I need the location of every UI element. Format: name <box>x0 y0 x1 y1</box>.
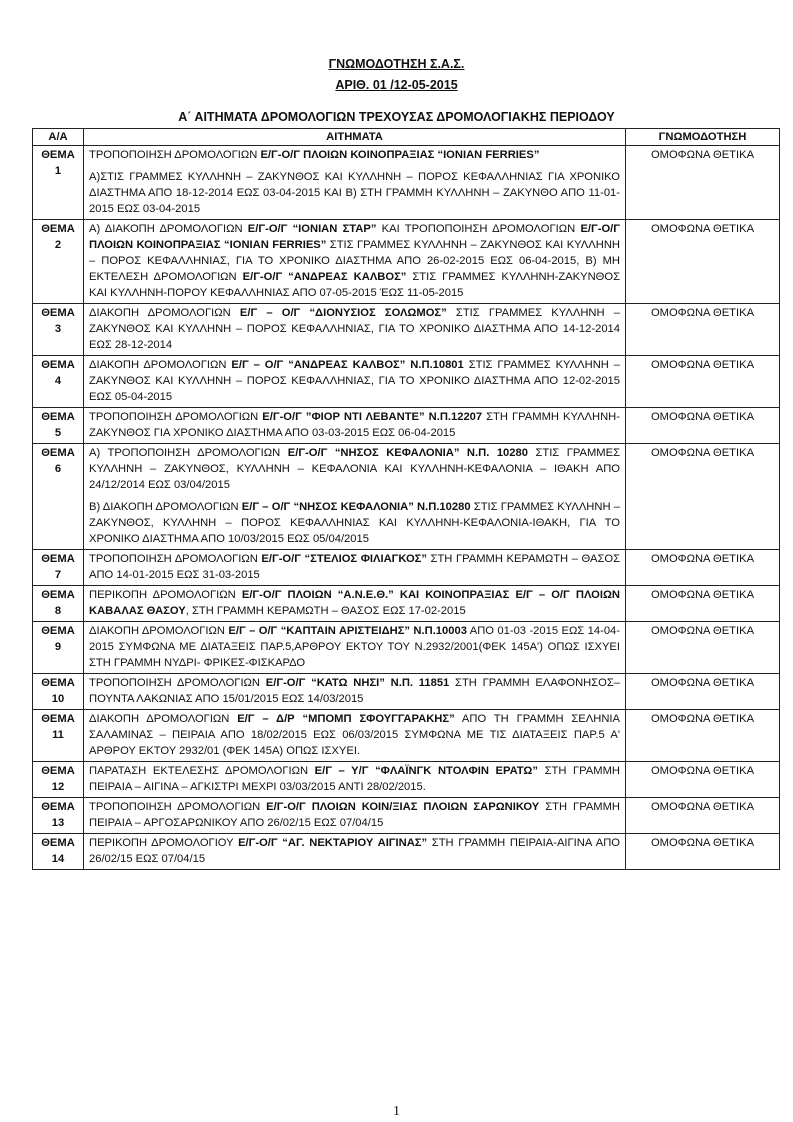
vessel-name: Ε/Γ-Ο/Γ ΠΛΟΙΩΝ ΚΟΙΝ/ΞΙΑΣ ΠΛΟΙΩΝ ΣΑΡΩΝΙΚΟΥ <box>266 801 540 813</box>
request-description <box>84 586 626 622</box>
opinion-cell: ΟΜΟΦΩΝΑ ΘΕΤΙΚΑ <box>626 762 780 798</box>
opinion-cell: ΟΜΟΦΩΝΑ ΘΕΤΙΚΑ <box>626 674 780 710</box>
request-text: ΠΕΡΙΚΟΠΗ ΔΡΟΜΟΛΟΓΙΩΝ <box>89 589 242 601</box>
table-row <box>33 798 780 834</box>
vessel-name: Ε/Γ – Ο/Γ “ΑΝΔΡΕΑΣ ΚΑΛΒΟΣ” Ν.Π.10801 <box>231 359 464 371</box>
request-text: ΣΤΙΣ ΓΡΑΜΜΕΣ ΚΥΛΛΗΝΗ – ΖΑΚΥΝΘΟΣ ΚΑΙ ΚΥΛΛΗΝΗ – ΠΟΡΟΣ ΚΕΦΑΛΛΗΝΙΑΣ, ΓΙΑ ΤΟ ΧΡΟΝΙΚΟ ΔΙΑΣΤΗΜΑ ΑΠΟ 12-02-2015 ΕΩΣ 05-04-2015 <box>89 359 621 403</box>
vessel-name: Ε/Γ – Ο/Γ “ΚΑΠΤΑΙΝ ΑΡΙΣΤΕΙΔΗΣ” Ν.Π.10003 <box>228 625 467 637</box>
request-paragraph <box>89 357 620 405</box>
request-text: ΣΤΙΣ ΓΡΑΜΜΕΣ ΚΥΛΛΗΝΗ – ΖΑΚΥΝΘΟΣ ΚΑΙ ΚΥΛΛΗΝΗ – ΠΟΡΟΣ ΚΕΦΑΛΛΗΝΙΑΣ, ΓΙΑ ΤΟ ΧΡΟΝΙΚΟ ΔΙΑΣΤΗΜΑ ΑΠΟ 14-12-2014 ΕΩΣ 28-12-2014 <box>89 307 620 351</box>
request-text: ΣΤΙΣ ΓΡΑΜΜΕΣ ΚΥΛΛΗΝΗ – ΖΑΚΥΝΘΟΣ ΚΑΙ ΚΥΛΛΗΝΗ – ΠΟΡΟΣ ΚΕΦΑΛΛΗΝΙΑΣ, ΓΙΑ ΤΟ ΧΡΟΝΙΚΟ ΔΙΑΣΤΗΜΑ ΑΠΟ 26-02-2015 ΕΩΣ 06-04-2015, Β) ΜΗ ΕΚΤΕΛΕΣΗ ΔΡΟΜΟΛΟΓΙΩΝ <box>89 239 620 283</box>
request-text: Α) ΔΙΑΚΟΠΗ ΔΡΟΜΟΛΟΓΙΩΝ <box>89 223 248 235</box>
request-text: ΠΕΡΙΚΟΠΗ ΔΡΟΜΟΛΟΓΙΟΥ <box>89 837 239 849</box>
table-row <box>33 834 780 870</box>
request-paragraph <box>89 763 620 795</box>
topic-number: ΘΕΜΑ 7 <box>33 550 84 586</box>
column-header-requests: ΑΙΤΗΜΑΤΑ <box>84 129 626 146</box>
request-text: ΤΡΟΠΟΠΟΙΗΣΗ ΔΡΟΜΟΛΟΓΙΩΝ <box>89 553 262 565</box>
topic-number: ΘΕΜΑ 11 <box>33 710 84 762</box>
request-text: ΣΤΙΣ ΓΡΑΜΜΕΣ ΚΥΛΛΗΝΗ-ΖΑΚΥΝΘΟΣ ΚΑΙ ΚΥΛΛΗΝΗ-ΠΟΡΟΥ ΚΕΦΑΛΛΗΝΙΑΣ ΑΠΟ 07-05-2015 ΈΩΣ 11-05-2015 <box>89 271 620 299</box>
table-row <box>33 356 780 408</box>
topic-number: ΘΕΜΑ 3 <box>33 304 84 356</box>
opinion-cell: ΟΜΟΦΩΝΑ ΘΕΤΙΚΑ <box>626 220 780 304</box>
request-text: ΣΤΗ ΓΡΑΜΜΗ ΠΕΙΡΑΙΑ-ΑΙΓΙΝΑ ΑΠΟ 26/02/15 ΕΩΣ 07/04/15 <box>89 837 620 865</box>
request-description <box>84 834 626 870</box>
column-header-aa: Α/Α <box>33 129 84 146</box>
document-number: ΑΡΙΘ. 01 /12-05-2015 <box>335 78 458 92</box>
table-row <box>33 408 780 444</box>
table-body <box>33 146 780 870</box>
opinion-cell: ΟΜΟΦΩΝΑ ΘΕΤΙΚΑ <box>626 304 780 356</box>
opinion-cell: ΟΜΟΦΩΝΑ ΘΕΤΙΚΑ <box>626 586 780 622</box>
page-number: 1 <box>393 1104 400 1119</box>
vessel-name: Ε/Γ-Ο/Γ ”ΦΙΟΡ ΝΤΙ ΛΕΒΑΝΤΕ” Ν.Π.12207 <box>262 411 483 423</box>
vessel-name: Ε/Γ-Ο/Γ “ΝΗΣΟΣ ΚΕΦΑΛΟΝΙΑ” Ν.Π. 10280 <box>287 447 528 459</box>
table-row <box>33 444 780 550</box>
request-description <box>84 674 626 710</box>
request-text: ΣΤΗ ΓΡΑΜΜΗ ΚΕΡΑΜΩΤΗ – ΘΑΣΟΣ ΑΠΟ 14-01-2015 ΕΩΣ 31-03-2015 <box>89 553 621 581</box>
table-row <box>33 710 780 762</box>
request-text: ΤΡΟΠΟΠΟΙΗΣΗ ΔΡΟΜΟΛΟΓΙΩΝ <box>89 801 267 813</box>
topic-number: ΘΕΜΑ 14 <box>33 834 84 870</box>
vessel-name: Ε/Γ-Ο/Γ “ΑΝΔΡΕΑΣ ΚΑΛΒΟΣ” <box>242 271 407 283</box>
request-text: ΣΤΗ ΓΡΑΜΜΗ ΠΕΙΡΑΙΑ – ΑΡΓΟΣΑΡΩΝΙΚΟΥ ΑΠΟ 26/02/15 ΕΩΣ 07/04/15 <box>89 801 621 829</box>
topic-number: ΘΕΜΑ 8 <box>33 586 84 622</box>
request-text: ΑΠΟ ΤΗ ΓΡΑΜΜΗ ΣΕΛΗΝΙΑ ΣΑΛΑΜΙΝΑΣ – ΠΕΙΡΑΙΑ ΑΠΟ 18/02/2015 ΕΩΣ 06/03/2015 ΣΥΜΦΩΝΑ ΜΕ ΤΙΣ ΔΙΑΤΑΞΕΙΣ ΠΑΡ.5 Α' ΑΡΘΡΟΥ ΕΚΤΟΥ 2932/01 (ΦΕΚ 145Α) ΟΠΩΣ ΙΣΧΥΕΙ. <box>89 713 620 757</box>
vessel-name: Ε/Γ – Ο/Γ “ΔΙΟΝΥΣΙΟΣ ΣΟΛΩΜΟΣ” <box>239 307 447 319</box>
table-row <box>33 304 780 356</box>
table-row <box>33 674 780 710</box>
request-text: ΤΡΟΠΟΠΟΙΗΣΗ ΔΡΟΜΟΛΟΓΙΩΝ <box>89 411 263 423</box>
opinion-cell: ΟΜΟΦΩΝΑ ΘΕΤΙΚΑ <box>626 146 780 220</box>
vessel-name: Ε/Γ-Ο/Γ “ΚΑΤΩ ΝΗΣΙ” Ν.Π. 11851 <box>265 677 450 689</box>
request-description <box>84 710 626 762</box>
topic-number: ΘΕΜΑ 2 <box>33 220 84 304</box>
requests-table <box>32 128 780 870</box>
opinion-cell: ΟΜΟΦΩΝΑ ΘΕΤΙΚΑ <box>626 356 780 408</box>
vessel-name: Ε/Γ – Δ/Ρ “ΜΠΟΜΠ ΣΦΟΥΓΓΑΡΑΚΗΣ” <box>237 713 455 725</box>
request-description <box>84 444 626 550</box>
table-header-row <box>33 129 780 146</box>
section-title: Α΄ ΑΙΤΗΜΑΤΑ ΔΡΟΜΟΛΟΓΙΩΝ ΤΡΕΧΟΥΣΑΣ ΔΡΟΜΟΛΟΓΙΑΚΗΣ ΠΕΡΙΟΔΟΥ <box>178 110 615 124</box>
opinion-cell: ΟΜΟΦΩΝΑ ΘΕΤΙΚΑ <box>626 550 780 586</box>
opinion-cell: ΟΜΟΦΩΝΑ ΘΕΤΙΚΑ <box>626 710 780 762</box>
request-description <box>84 762 626 798</box>
topic-number: ΘΕΜΑ 9 <box>33 622 84 674</box>
request-text: , ΣΤΗ ΓΡΑΜΜΗ ΚΕΡΑΜΩΤΗ – ΘΑΣΟΣ ΕΩΣ 17-02-2015 <box>185 605 466 617</box>
table-row <box>33 762 780 798</box>
request-description <box>84 408 626 444</box>
request-paragraph <box>89 623 620 671</box>
column-header-opinion: ΓΝΩΜΟΔΟΤΗΣΗ <box>626 129 780 146</box>
topic-number: ΘΕΜΑ 13 <box>33 798 84 834</box>
vessel-name: Ε/Γ-Ο/Γ “ΑΓ. ΝΕΚΤΑΡΙΟΥ ΑΙΓΙΝΑΣ” <box>238 837 428 849</box>
opinion-cell: ΟΜΟΦΩΝΑ ΘΕΤΙΚΑ <box>626 834 780 870</box>
request-paragraph <box>89 711 620 759</box>
request-text: ΔΙΑΚΟΠΗ ΔΡΟΜΟΛΟΓΙΩΝ <box>89 359 232 371</box>
vessel-name: Ε/Γ – Ο/Γ “ΝΗΣΟΣ ΚΕΦΑΛΟΝΙΑ” Ν.Π.10280 <box>241 501 471 513</box>
vessel-name: Ε/Γ – Υ/Γ “ΦΛΑΪΝΓΚ ΝΤΟΛΦΙΝ ΕΡΑΤΩ” <box>314 765 538 777</box>
topic-number: ΘΕΜΑ 1 <box>33 146 84 220</box>
request-text: Β) ΔΙΑΚΟΠΗ ΔΡΟΜΟΛΟΓΙΩΝ <box>89 501 242 513</box>
request-text: ΣΤΗ ΓΡΑΜΜΗ ΚΥΛΛΗΝΗ-ΖΑΚΥΝΘΟΣ ΓΙΑ ΧΡΟΝΙΚΟ ΔΙΑΣΤΗΜΑ ΑΠΟ 03-03-2015 ΕΩΣ 06-04-2015 <box>89 411 620 439</box>
table-row <box>33 146 780 220</box>
opinion-cell: ΟΜΟΦΩΝΑ ΘΕΤΙΚΑ <box>626 798 780 834</box>
request-text: ΔΙΑΚΟΠΗ ΔΡΟΜΟΛΟΓΙΩΝ <box>89 625 229 637</box>
request-paragraph <box>89 587 620 619</box>
request-paragraph <box>89 445 620 493</box>
vessel-name: Ε/Γ-Ο/Γ ΠΛΟΙΩΝ ΚΟΙΝΟΠΡΑΞΙΑΣ “IONIAN FERRIES” <box>89 223 621 251</box>
table-row <box>33 622 780 674</box>
topic-number: ΘΕΜΑ 12 <box>33 762 84 798</box>
request-text: ΤΡΟΠΟΠΟΙΗΣΗ ΔΡΟΜΟΛΟΓΙΩΝ <box>89 149 261 161</box>
request-paragraph <box>89 221 620 301</box>
request-paragraph <box>89 409 620 441</box>
table-row <box>33 220 780 304</box>
request-text: Α) ΤΡΟΠΟΠΟΙΗΣΗ ΔΡΟΜΟΛΟΓΙΩΝ <box>89 447 288 459</box>
vessel-name: Ε/Γ-Ο/Γ “ΙΟΝΙΑΝ ΣΤΑΡ” <box>247 223 377 235</box>
request-paragraph <box>89 799 620 831</box>
request-description <box>84 304 626 356</box>
request-text: ΣΤΙΣ ΓΡΑΜΜΕΣ ΚΥΛΛΗΝΗ – ΖΑΚΥΝΘΟΣ, ΚΥΛΛΗΝΗ – ΠΟΡΟΣ ΚΕΦΑΛΛΗΝΙΑΣ ΚΑΙ ΚΥΛΛΗΝΗ-ΚΕΦΑΛΟΝΙΑ-ΙΘΑΚΗ, ΓΙΑ ΤΟ ΧΡΟΝΙΚΟ ΔΙΑΣΤΗΜΑ ΑΠΟ 10/03/2015 ΕΩΣ 05/04/2015 <box>89 501 620 545</box>
vessel-name: Ε/Γ-Ο/Γ ΠΛΟΙΩΝ “Α.Ν.Ε.Θ.” ΚΑΙ ΚΟΙΝΟΠΡΑΞΙΑΣ Ε/Γ – Ο/Γ ΠΛΟΙΩΝ ΚΑΒΑΛΑΣ ΘΑΣΟΥ <box>89 589 621 617</box>
opinion-cell: ΟΜΟΦΩΝΑ ΘΕΤΙΚΑ <box>626 444 780 550</box>
request-text: ΣΤΗ ΓΡΑΜΜΗ ΠΕΙΡΑΙΑ – ΑΙΓΙΝΑ – ΑΓΚΙΣΤΡΙ ΜΕΧΡΙ 03/03/2015 ΑΝΤΙ 28/02/2015. <box>89 765 620 793</box>
request-description <box>84 146 626 220</box>
request-description <box>84 622 626 674</box>
request-text: ΔΙΑΚΟΠΗ ΔΡΟΜΟΛΟΓΙΩΝ <box>89 713 238 725</box>
request-description <box>84 798 626 834</box>
request-text: Α)ΣΤΙΣ ΓΡΑΜΜΕΣ ΚΥΛΛΗΝΗ – ΖΑΚΥΝΘΟΣ ΚΑΙ ΚΥΛΛΗΝΗ – ΠΟΡΟΣ ΚΕΦΑΛΛΗΝΙΑΣ ΓΙΑ ΧΡΟΝΙΚΟ ΔΙΑΣΤΗΜΑ ΑΠΟ 18-12-2014 ΕΩΣ 03-04-2015 ΚΑΙ Β) ΣΤΗ ΓΡΑΜΜΗ ΚΥΛΛΗΝΗ – ΖΑΚΥΝΘΟ ΑΠΟ 11-01-2015 ΕΩΣ 03-04-2015 <box>89 171 620 215</box>
request-paragraph <box>89 169 620 217</box>
vessel-name: Ε/Γ-Ο/Γ ΠΛΟΙΩΝ ΚΟΙΝΟΠΡΑΞΙΑΣ “IONIAN FERRIES” <box>260 149 540 161</box>
request-text: ΠΑΡΑΤΑΣΗ ΕΚΤΕΛΕΣΗΣ ΔΡΟΜΟΛΟΓΙΩΝ <box>89 765 315 777</box>
opinion-cell: ΟΜΟΦΩΝΑ ΘΕΤΙΚΑ <box>626 408 780 444</box>
topic-number: ΘΕΜΑ 10 <box>33 674 84 710</box>
request-text: ΣΤΙΣ ΓΡΑΜΜΕΣ ΚΥΛΛΗΝΗ – ΖΑΚΥΝΘΟΣ, ΚΥΛΛΗΝΗ – ΚΕΦΑΛΟΝΙΑ ΚΑΙ ΚΥΛΛΗΝΗ-ΚΕΦΑΛΟΝΙΑ – ΙΘΑΚΗ ΑΠΟ 24/12/2014 ΕΩΣ 03/04/2015 <box>89 447 620 491</box>
request-text: ΚΑΙ ΤΡΟΠΟΠΟΙΗΣΗ ΔΡΟΜΟΛΟΓΙΩΝ <box>376 223 581 235</box>
request-paragraph <box>89 305 620 353</box>
request-text: ΤΡΟΠΟΠΟΙΗΣΗ ΔΡΟΜΟΛΟΓΙΩΝ <box>89 677 266 689</box>
request-paragraph <box>89 835 620 867</box>
request-text: ΣΤΗ ΓΡΑΜΜΗ ΕΛΑΦΟΝΗΣΟΣ– ΠΟΥΝΤΑ ΛΑΚΩΝΙΑΣ ΑΠΟ 15/01/2015 ΕΩΣ 14/03/2015 <box>89 677 621 705</box>
topic-number: ΘΕΜΑ 5 <box>33 408 84 444</box>
table-row <box>33 550 780 586</box>
request-paragraph <box>89 499 620 547</box>
request-description <box>84 356 626 408</box>
table-row <box>33 586 780 622</box>
request-description <box>84 550 626 586</box>
request-text: ΑΠΟ 01-03 -2015 ΕΩΣ 14-04-2015 ΣΥΜΦΩΝΑ ΜΕ ΔΙΑΤΑΞΕΙΣ ΠΑΡ.5,ΑΡΘΡΟΥ ΕΚΤΟΥ ΤΟΥ Ν.2932/2001(ΦΕΚ 145Α') ΟΠΩΣ ΙΣΧΥΕΙ ΣΤΗ ΓΡΑΜΜΗ ΝΥΔΡΙ- ΦΡΙΚΕΣ-ΦΙΣΚΑΡΔΟ <box>89 625 620 669</box>
request-paragraph <box>89 675 620 707</box>
request-text: ΔΙΑΚΟΠΗ ΔΡΟΜΟΛΟΓΙΩΝ <box>89 307 240 319</box>
document-title: ΓΝΩΜΟΔΟΤΗΣΗ Σ.Α.Σ. <box>328 57 465 71</box>
opinion-cell: ΟΜΟΦΩΝΑ ΘΕΤΙΚΑ <box>626 622 780 674</box>
vessel-name: Ε/Γ-Ο/Γ “ΣΤΕΛΙΟΣ ΦΙΛΙΑΓΚΟΣ” <box>261 553 427 565</box>
topic-number: ΘΕΜΑ 4 <box>33 356 84 408</box>
request-paragraph <box>89 147 620 163</box>
request-paragraph <box>89 551 620 583</box>
topic-number: ΘΕΜΑ 6 <box>33 444 84 550</box>
request-description <box>84 220 626 304</box>
